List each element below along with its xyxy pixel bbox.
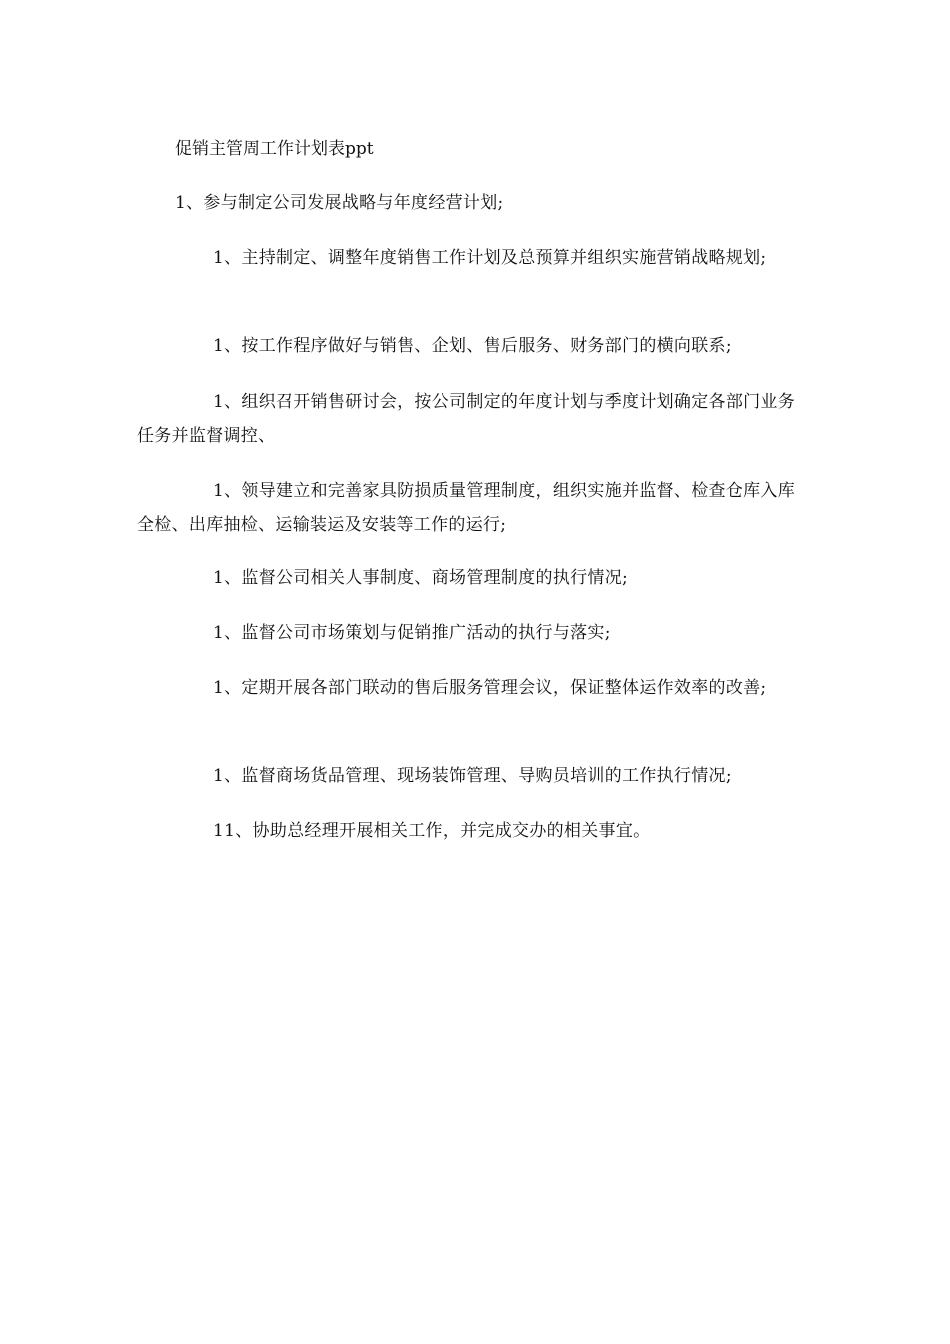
paragraph-6: 1、监督公司相关人事制度、商场管理制度的执行情况; [213,568,629,588]
paragraph-10: 11、协助总经理开展相关工作，并完成交办的相关事宜。 [213,821,651,841]
paragraph-1: 1、参与制定公司发展战略与年度经营计划; [175,193,504,213]
paragraph-5: 1、领导建立和完善家具防损质量管理制度，组织实施并监督、检查仓库入库全检、出库抽检、运输装运及安装等工作的运行; [137,481,796,535]
paragraph-7: 1、监督公司市场策划与促销推广活动的执行与落实; [213,623,611,643]
document-title: 促销主管周工作计划表ppt [175,139,374,159]
paragraph-3: 1、按工作程序做好与销售、企划、售后服务、财务部门的横向联系; [213,336,732,356]
paragraph-2: 1、主持制定、调整年度销售工作计划及总预算并组织实施营销战略规划; [213,248,767,268]
paragraph-8: 1、定期开展各部门联动的售后服务管理会议，保证整体运作效率的改善; [213,678,767,698]
paragraph-4: 1、组织召开销售研讨会，按公司制定的年度计划与季度计划确定各部门业务任务并监督调控、 [137,392,796,446]
paragraph-9: 1、监督商场货品管理、现场装饰管理、导购员培训的工作执行情况; [213,766,732,786]
